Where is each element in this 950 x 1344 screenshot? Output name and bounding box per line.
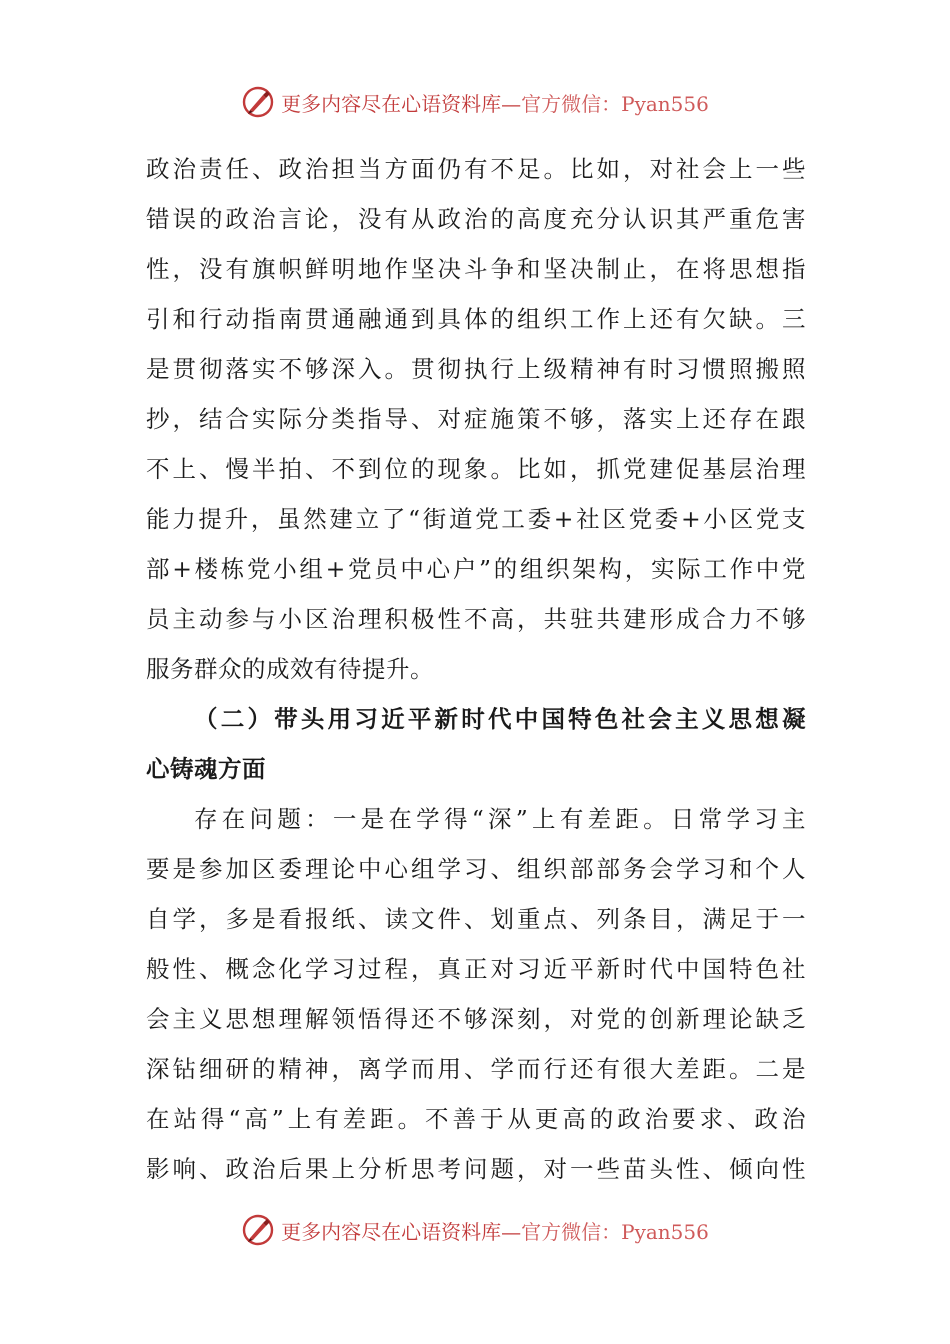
paragraph-line: 引和行动指南贯通融通到具体的组织工作上还有欠缺。三 <box>146 305 806 333</box>
paragraph-line: 会主义思想理解领悟得还不够深刻，对党的创新理论缺乏 <box>146 1005 806 1033</box>
pen-circle-logo-icon <box>241 85 275 119</box>
paragraph-line: 深钻细研的精神，离学而用、学而行还有很大差距。二是 <box>146 1055 806 1083</box>
paragraph-line: 不上、慢半拍、不到位的现象。比如，抓党建促基层治理 <box>146 455 806 483</box>
paragraph-line: 部+楼栋党小组+党员中心户”的组织架构，实际工作中党 <box>146 555 806 583</box>
watermark-main: 更多内容尽在心语资料库 <box>281 1219 502 1244</box>
paragraph-line: 般性、概念化学习过程，真正对习近平新时代中国特色社 <box>146 955 806 983</box>
watermark-main: 更多内容尽在心语资料库 <box>281 91 502 116</box>
footer-watermark <box>0 1210 950 1250</box>
document-body <box>146 144 806 1194</box>
paragraph-line: 存在问题：一是在学得“深”上有差距。日常学习主 <box>194 805 806 833</box>
paragraph-line: 影响、政治后果上分析思考问题，对一些苗头性、倾向性 <box>146 1155 806 1183</box>
paragraph-line: 是贯彻落实不够深入。贯彻执行上级精神有时习惯照搬照 <box>146 355 806 383</box>
paragraph-line: 抄，结合实际分类指导、对症施策不够，落实上还存在跟 <box>146 405 806 433</box>
watermark-contact: 官方微信：Pyan556 <box>521 91 709 116</box>
pen-circle-logo-icon <box>241 1213 275 1247</box>
header-watermark <box>0 82 950 122</box>
watermark-dash: — <box>501 1219 522 1244</box>
paragraph-line: 要是参加区委理论中心组学习、组织部部务会学习和个人 <box>146 855 806 883</box>
watermark-text <box>281 1216 709 1245</box>
paragraph-line: 政治责任、政治担当方面仍有不足。比如，对社会上一些 <box>146 155 806 183</box>
watermark-text <box>281 88 709 117</box>
paragraph-line: 错误的政治言论，没有从政治的高度充分认识其严重危害 <box>146 205 806 233</box>
paragraph-line: 在站得“高”上有差距。不善于从更高的政治要求、政治 <box>146 1105 806 1133</box>
paragraph-line: 员主动参与小区治理积极性不高，共驻共建形成合力不够 <box>146 605 806 633</box>
paragraph-line: 性，没有旗帜鲜明地作坚决斗争和坚决制止，在将思想指 <box>146 255 806 283</box>
paragraph-line: 自学，多是看报纸、读文件、划重点、列条目，满足于一 <box>146 905 806 933</box>
section-heading-line: （二）带头用习近平新时代中国特色社会主义思想凝 <box>194 705 806 733</box>
paragraph-line: 服务群众的成效有待提升。 <box>146 655 434 683</box>
watermark-contact: 官方微信：Pyan556 <box>521 1219 709 1244</box>
watermark-dash: — <box>501 91 522 116</box>
paragraph-line: 能力提升，虽然建立了“街道党工委+社区党委+小区党支 <box>146 505 806 533</box>
section-heading-line: 心铸魂方面 <box>146 755 266 783</box>
